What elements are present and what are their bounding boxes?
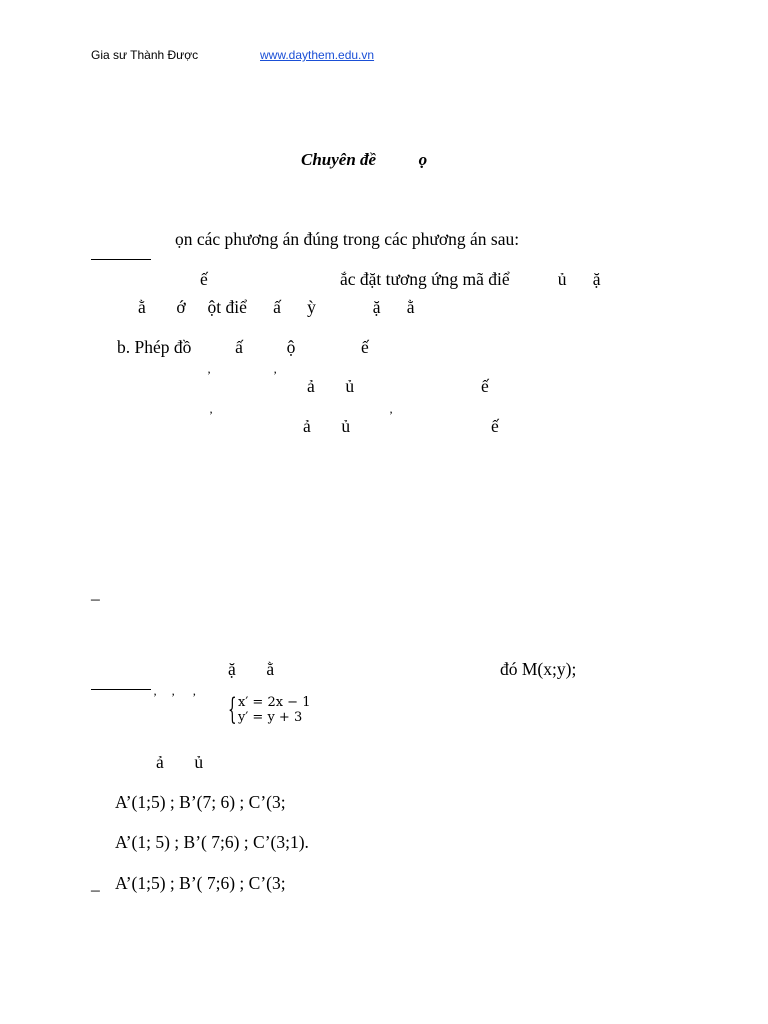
header-left-text: Gia sư Thành Được — [91, 48, 199, 62]
q2-eq1: x′ = 2x − 1 — [238, 695, 311, 710]
q1-line2: ằ ớ ột điể ấ ỳ ặ ằ — [138, 297, 415, 317]
q1-line5-end: ế — [491, 416, 499, 436]
page-title: Chuyên đề ọ — [301, 150, 428, 169]
q2-sub: ả ủ — [156, 752, 204, 772]
q1-line1b: ắc đặt tương ứng mã điể ủ ặ — [340, 269, 601, 289]
q1-line5-mark2: ’ — [389, 408, 393, 422]
q2-option-a: A’(1;5) ; B’(7; 6) ; C’(3; — [115, 792, 286, 812]
q2-option-b: A’(1; 5) ; B’( 7;6) ; C’(3;1). — [115, 832, 309, 852]
q2-line1a: ặ ằ — [228, 659, 275, 679]
q1-blank-underline — [91, 247, 151, 265]
q2-marks: ’ ’ ’ — [153, 690, 197, 704]
q2-option-c: A’(1;5) ; B’( 7;6) ; C’(3; — [115, 873, 286, 893]
brace-symbol: { — [228, 692, 237, 727]
q1-prompt: ọn các phương án đúng trong các phương án sau: — [175, 229, 520, 249]
header-link[interactable]: www.daythem.edu.vn — [260, 48, 375, 62]
q1-line5-mark1: ’ — [209, 408, 213, 422]
q1-line4-text: ả ủ ế — [307, 376, 489, 396]
q2-eq2: y′ = y + 3 — [238, 710, 303, 725]
q2-equation-system — [228, 692, 311, 727]
q1-line1a: ế — [200, 269, 208, 289]
q1-option-b: b. Phép đồ ấ ộ ế — [117, 337, 369, 357]
q1-line5-text: ả ủ — [303, 416, 351, 436]
q2-option-c-marker: _ — [91, 873, 100, 893]
q1-line4-marks: ’ ’ — [207, 368, 278, 382]
q2-blank-underline — [91, 677, 151, 695]
answer1-marker: _ — [91, 582, 100, 602]
q2-line1b: đó M(x;y); — [500, 659, 577, 679]
